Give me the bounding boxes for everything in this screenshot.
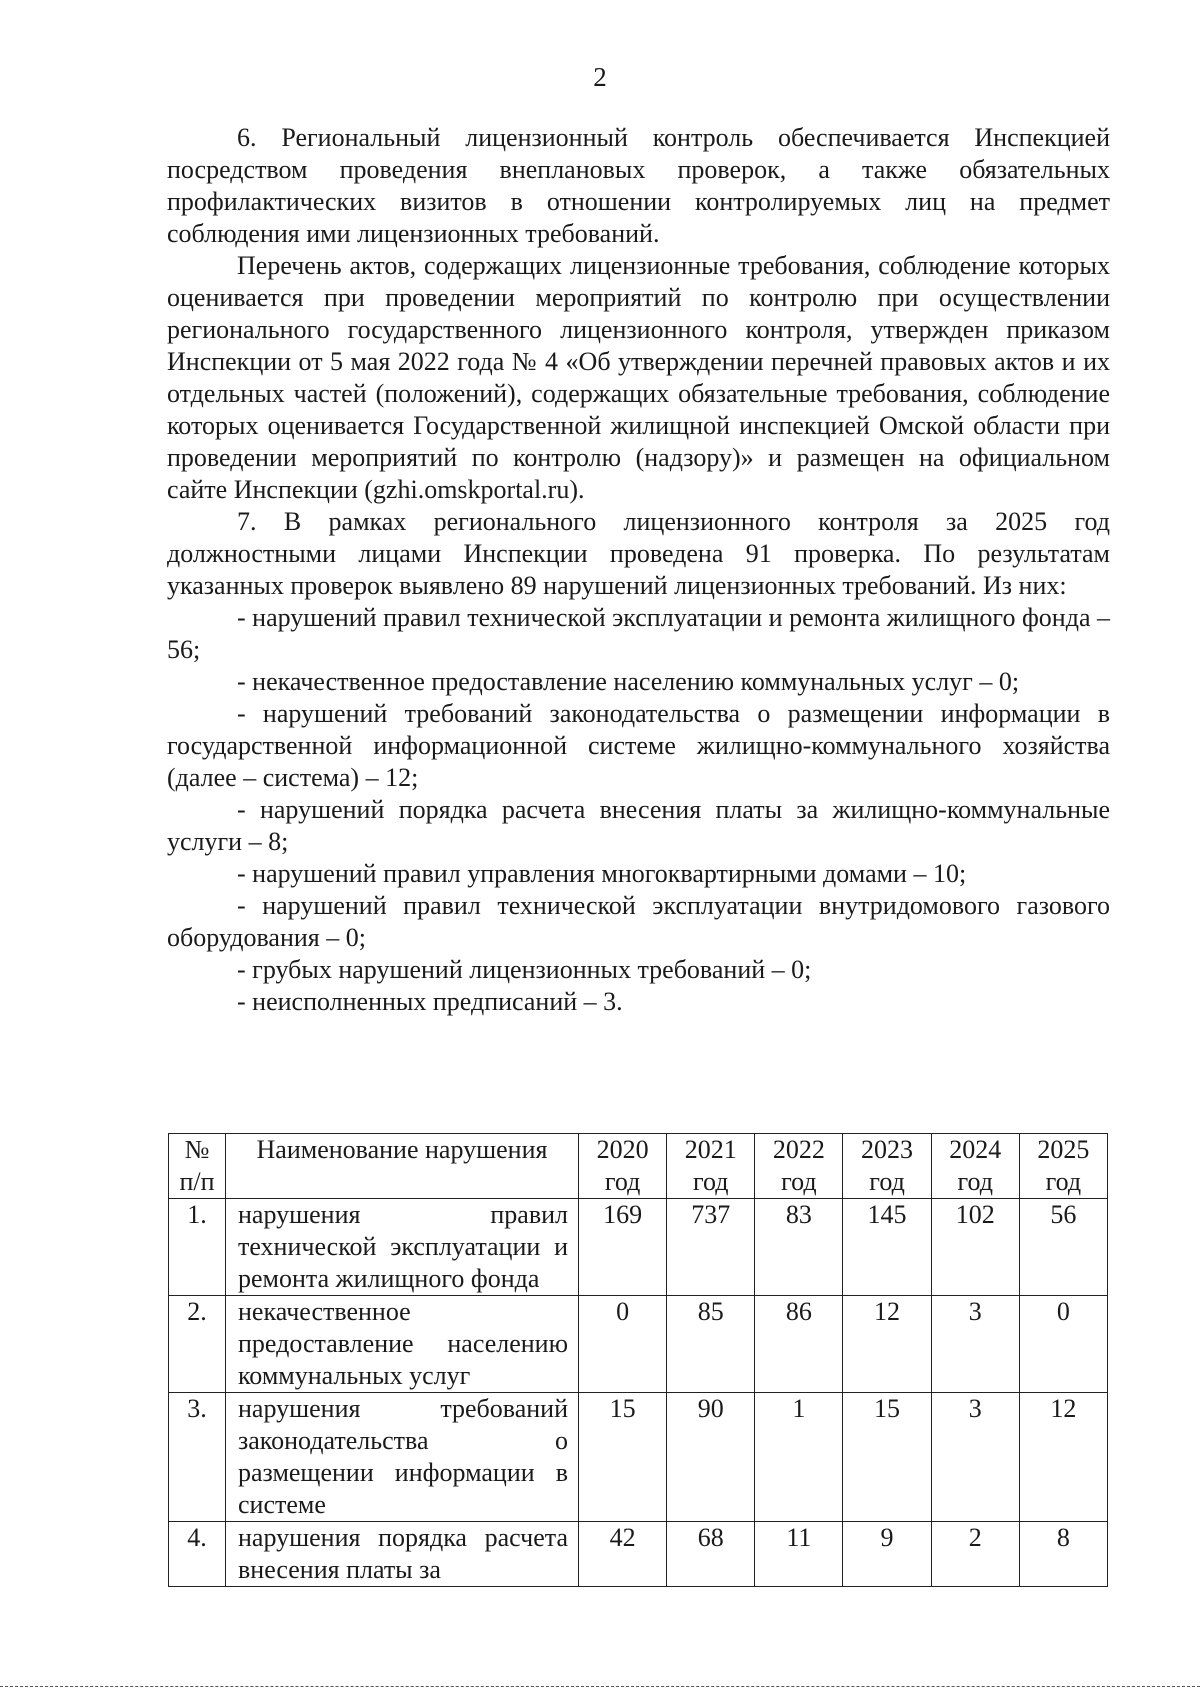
page-bottom-divider — [0, 1686, 1200, 1687]
list-item: - некачественное предоставление населению коммунальных услуг – 0; — [237, 667, 1020, 696]
header-year: 2022 год — [755, 1134, 843, 1199]
list-item: - нарушений порядка расчета внесения платы за жилищно-коммунальные услуги – 8; — [167, 795, 1110, 856]
row-value: 3 — [931, 1393, 1019, 1522]
table-row — [169, 1522, 1108, 1587]
row-num: 3. — [169, 1393, 226, 1522]
row-value: 12 — [843, 1296, 931, 1393]
row-value: 85 — [667, 1296, 755, 1393]
list-item: - нарушений правил технической эксплуатации внутридомового газового оборудования – 0; — [167, 891, 1110, 952]
row-name: нарушения требований законодательства о размещении информации в системе — [226, 1393, 579, 1522]
table-row — [169, 1296, 1108, 1393]
header-year: 2023 год — [843, 1134, 931, 1199]
row-value: 102 — [931, 1199, 1019, 1296]
row-value: 90 — [667, 1393, 755, 1522]
row-value: 8 — [1019, 1522, 1107, 1587]
list-item: - грубых нарушений лицензионных требований – 0; — [237, 955, 812, 984]
header-year: 2020 год — [579, 1134, 667, 1199]
list-item: - нарушений правил технической эксплуатации и ремонта жилищного фонда – 56; — [167, 603, 1110, 664]
row-name: некачественное предоставление населению коммунальных услуг — [226, 1296, 579, 1393]
row-value: 68 — [667, 1522, 755, 1587]
row-value: 83 — [755, 1199, 843, 1296]
row-value: 9 — [843, 1522, 931, 1587]
paragraph-acts-list: Перечень актов, содержащих лицензионные требования, соблюдение которых оценивается при проведении мероприятий по контролю при осуществлении регионального государственного лицензионного контроля, утвержден приказом Инспекции от 5 мая 2022 года № 4 «Об утверждении перечней правовых актов и их отдельных частей (положений), содержащих обязательные требования, соблюдение которых оценивается Государственной жилищной инспекцией Омской области при проведении мероприятий по контролю (надзору)» и размещен на официальном сайте Инспекции (gzhi.omskportal.ru). — [167, 251, 1110, 504]
row-name: нарушения порядка расчета внесения платы за — [226, 1522, 579, 1587]
row-value: 3 — [931, 1296, 1019, 1393]
table-header-row — [169, 1134, 1108, 1199]
row-value: 86 — [755, 1296, 843, 1393]
document-body — [167, 122, 1110, 1018]
row-value: 12 — [1019, 1393, 1107, 1522]
row-value: 15 — [843, 1393, 931, 1522]
row-value: 145 — [843, 1199, 931, 1296]
row-value: 737 — [667, 1199, 755, 1296]
row-value: 11 — [755, 1522, 843, 1587]
header-year: 2025 год — [1019, 1134, 1107, 1199]
violations-table — [168, 1133, 1108, 1587]
row-value: 42 — [579, 1522, 667, 1587]
header-year: 2024 год — [931, 1134, 1019, 1199]
row-value: 2 — [931, 1522, 1019, 1587]
row-value: 0 — [579, 1296, 667, 1393]
row-name: нарушения правил технической эксплуатации и ремонта жилищного фонда — [226, 1199, 579, 1296]
header-num: № п/п — [169, 1134, 226, 1199]
row-value: 169 — [579, 1199, 667, 1296]
row-num: 4. — [169, 1522, 226, 1587]
list-item: - нарушений правил управления многоквартирными домами – 10; — [237, 859, 967, 888]
page-number: 2 — [593, 62, 607, 92]
row-value: 56 — [1019, 1199, 1107, 1296]
header-name: Наименование нарушения — [226, 1134, 579, 1199]
row-num: 2. — [169, 1296, 226, 1393]
list-item: - неисполненных предписаний – 3. — [237, 987, 623, 1016]
header-year: 2021 год — [667, 1134, 755, 1199]
list-item: - нарушений требований законодательства о размещении информации в государственной информационной системе жилищно-коммунального хозяйства (далее – система) – 12; — [167, 699, 1110, 792]
row-num: 1. — [169, 1199, 226, 1296]
paragraph-6: 6. Региональный лицензионный контроль обеспечивается Инспекцией посредством проведения внеплановых проверок, а также обязательных профилактических визитов в отношении контролируемых лиц на предмет соблюдения ими лицензионных требований. — [167, 123, 1110, 248]
paragraph-7: 7. В рамках регионального лицензионного контроля за 2025 год должностными лицами Инспекции проведена 91 проверка. По результатам указанных проверок выявлено 89 нарушений лицензионных требований. Из них: — [167, 507, 1110, 600]
table-row — [169, 1199, 1108, 1296]
row-value: 15 — [579, 1393, 667, 1522]
table-row — [169, 1393, 1108, 1522]
row-value: 1 — [755, 1393, 843, 1522]
row-value: 0 — [1019, 1296, 1107, 1393]
